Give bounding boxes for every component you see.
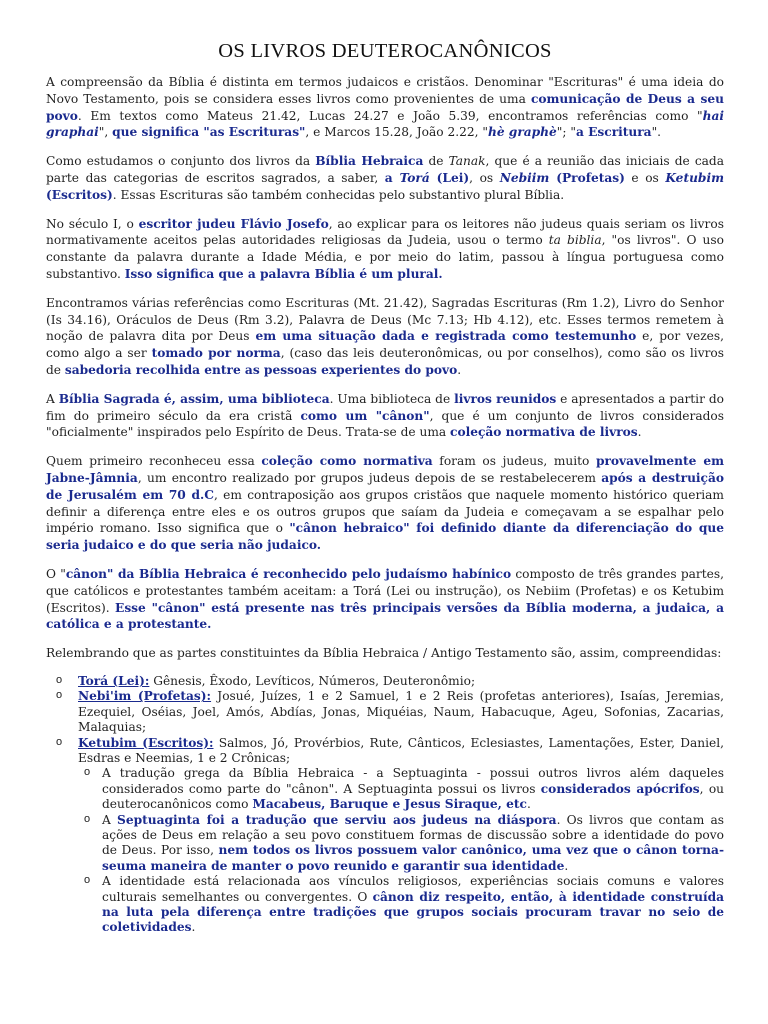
list-item-septuaginta: o A tradução grega da Bíblia Hebraica - a Septuaginta - possui outros livros além daqueles considerados como parte do "cânon". A Septuaginta possui os livros considerados apócrifos, ou deuterocanônicos como Macabeus, Baruque e Jesus Siraque, etc. [84, 766, 724, 812]
highlight: cânon" da Bíblia Hebraica é reconhecido pelo judaísmo habínico [65, 566, 512, 581]
page-title: OS LIVROS DEUTEROCANÔNICOS [218, 40, 552, 62]
highlight: Septuaginta foi a tradução que serviu aos judeus na diáspora [117, 812, 557, 827]
highlight: sabedoria recolhida entre as pessoas experientes do povo [64, 362, 458, 377]
highlight: como um "cânon" [300, 408, 430, 423]
highlight: coleção normativa de livros [450, 425, 638, 440]
paragraph-references: Encontramos várias referências como Escrituras (Mt. 21.42), Sagradas Escrituras (Rm 1.2), Livro do Senhor (Is 34.16), Oráculos de Deus (Rm 3.2), Palavra de Deus (Mc 7.13; Hb 4.12), etc. Esses termos remetem à noção de palavra dita por Deus em uma situação dada e registrada como testemunho e, por vezes, como algo a ser tomado por norma, (caso das leis deuteronômicas, ou por conselhos), como são os livros de sabedoria recolhida entre as pessoas experientes do povo. [46, 295, 725, 377]
list-item-nebiim: o Nebi'im (Profetas): Josué, Juízes, 1 e 2 Samuel, 1 e 2 Reis (profetas anteriores), Isaías, Jeremias, Ezequiel, Oséias, Joel, Amós, Abdías, Jonas, Miquéias, Naum, Habacuque, Ageu, Sofonias, Zacarias, Malaquias; [56, 689, 724, 735]
highlight: em uma situação dada e registrada como testemunho [255, 329, 637, 344]
highlight: provavelmente em Jabne-Jâmnia [46, 454, 724, 485]
books-list [46, 674, 724, 936]
highlight: Isso significa que a palavra Bíblia é um plural. [124, 266, 443, 281]
highlight: hai graphai [46, 108, 724, 140]
paragraph-tanak: Como estudamos o conjunto dos livros da Bíblia Hebraica de Tanak, que é a reunião das iniciais de cada parte das categorias de escritos sagrados, a saber, a Torá (Lei), os Nebiim (Profetas) e os Ketubim (Escritos). Essas Escrituras são também conhecidas pelo substantivo plural Bíblia. [46, 154, 724, 202]
highlight: Macabeus, Baruque e Jesus Siraque, etc [252, 797, 527, 812]
highlight: comunicação de Deus a seu povo [46, 91, 724, 123]
highlight: hè graphè [487, 125, 557, 140]
highlight: livros reunidos [454, 391, 557, 406]
highlight: Bíblia Sagrada é, assim, uma biblioteca [58, 391, 330, 406]
highlight: Bíblia Hebraica [315, 154, 424, 169]
highlight: tomado por norma [151, 346, 281, 361]
paragraph-josephus: No século I, o escritor judeu Flávio Josefo, ao explicar para os leitores não judeus quais seriam os livros normativamente aceitos pelas autoridades religiosas da Judeia, usou o termo ta biblia, "os livros". O uso constante da palavra durante a Idade Média, e por meio do latim, passou à língua portuguesa como substantivo. Isso significa que a palavra Bíblia é um plural. [46, 216, 724, 281]
highlight: escritor judeu Flávio Josefo [138, 216, 329, 231]
highlight: considerados apócrifos [540, 781, 700, 796]
list-item-diaspora: o A Septuaginta foi a tradução que serviu aos judeus na diáspora. Os livros que contam as ações de Deus em relação a seu povo constituem formas de discussão sobre a identidade do povo de Deus. Por isso, nem todos os livros possuem valor canônico, uma vez que o cânon torna-seuma maneira de manter o povo reunido e garantir sua identidade. [84, 813, 724, 875]
highlight: cânon diz respeito, então, à identidade construída na luta pela diferença entre tradições que grupos sociais procuram travar no seio de coletividades [102, 889, 724, 935]
ketubim-sublist [78, 766, 724, 935]
paragraph-jamnia: Quem primeiro reconheceu essa coleção como normativa foram os judeus, muito provavelmente em Jabne-Jâmnia, um encontro realizado por grupos judeus depois de se restabelecerem após a destruição de Jerusalém em 70 d.C, em contraposição aos grupos cristãos que naquele momento histórico queriam definir a diferença entre eles e os outros grupos que saíam da Judeia e começavam a se espalhar pelo império romano. Isso significa que o "cânon hebraico" foi definido diante da diferenciação do que seria judaico e do que seria não judaico. [46, 454, 725, 553]
paragraph-scriptures: A compreensão da Bíblia é distinta em termos judaicos e cristãos. Denominar "Escrituras" é uma ideia do Novo Testamento, pois se considera esses livros como provenientes de uma comunicação de Deus a seu povo. Em textos como Mateus 21.42, Lucas 24.27 e João 5.39, encontramos referências como "hai graphai", que significa "as Escrituras", e Marcos 15.28, João 2.22, "hè graphè"; "a Escritura". [46, 75, 724, 140]
paragraph-library: A Bíblia Sagrada é, assim, uma biblioteca. Uma biblioteca de livros reunidos e apresentados a partir do fim do primeiro século da era cristã como um "cânon", que é um conjunto de livros considerados "oficialmente" inspirados pelo Espírito de Deus. Trata-se de uma coleção normativa de livros. [46, 391, 724, 440]
highlight: após a destruição de Jerusalém em 70 d.C [46, 470, 725, 502]
paragraph-recall: Relembrando que as partes constituintes da Bíblia Hebraica / Antigo Testamento são, assim, compreendidas: [46, 646, 722, 661]
list-item-identity: o A identidade está relacionada aos vínculos religiosos, experiências sociais comuns e valores culturais semelhantes ou convergentes. O cânon diz respeito, então, à identidade construída na luta pela diferença entre tradições que grupos sociais procuram travar no seio de coletividades. [84, 874, 724, 936]
highlight: "cânon hebraico" foi definido diante da diferenciação do que seria judaico e do que seria não judaico. [46, 521, 724, 553]
highlight: que significa "as Escrituras" [112, 125, 306, 140]
paragraph-canon: O "cânon" da Bíblia Hebraica é reconhecido pelo judaísmo habínico composto de três grandes partes, que católicos e protestantes também aceitam: a Torá (Lei ou instrução), os Nebiim (Profetas) e os Ketubim (Escritos). Esse "cânon" está presente nas três principais versões da Bíblia moderna, a judaica, a católica e a protestante. [46, 566, 724, 632]
highlight: a Escritura [576, 125, 652, 140]
list-item-ketubim: o Ketubim (Escritos): Salmos, Jó, Provérbios, Rute, Cânticos, Eclesiastes, Lamentações, Ester, Daniel, Esdras e Neemias, 1 e 2 Crônicas; o A tradução grega da Bíblia Hebraica - a Septuaginta - possui outros livros além daqueles considerados como parte do "cânon". A Septuaginta possui os livros considerados apócrifos, ou deuterocanônicos como Macabeus, Baruque e Jesus Siraque, etc. o A Septuaginta foi a tradução que serviu aos judeus na diáspora. Os livros que contam as ações de Deus em relação a seu povo constituem formas de discussão sobre a identidade do povo de Deus. Por isso, nem todos os livros possuem valor canônico, uma vez que o cânon torna-seuma maneira de manter o povo reunido e garantir sua identidade. o A identidade está relacionada aos vínculos religiosos, experiências sociais comuns e valores culturais semelhantes ou convergentes. O cânon diz respeito, então, à identidade construída na luta pela diferença entre tradições que grupos sociais procuram travar no seio de coletividades. [56, 736, 724, 936]
highlight: nem todos os livros possuem valor canônico, uma vez que o cânon torna-seuma maneira de manter o povo reunido e garantir sua identidade [102, 843, 724, 873]
list-item-tora: o Torá (Lei): Gênesis, Êxodo, Levíticos, Números, Deuteronômio; [56, 674, 724, 689]
highlight: coleção como normativa [261, 454, 433, 469]
highlight: Esse "cânon" está presente nas três principais versões da Bíblia moderna, a judaica, a católica e a protestante. [46, 600, 724, 632]
